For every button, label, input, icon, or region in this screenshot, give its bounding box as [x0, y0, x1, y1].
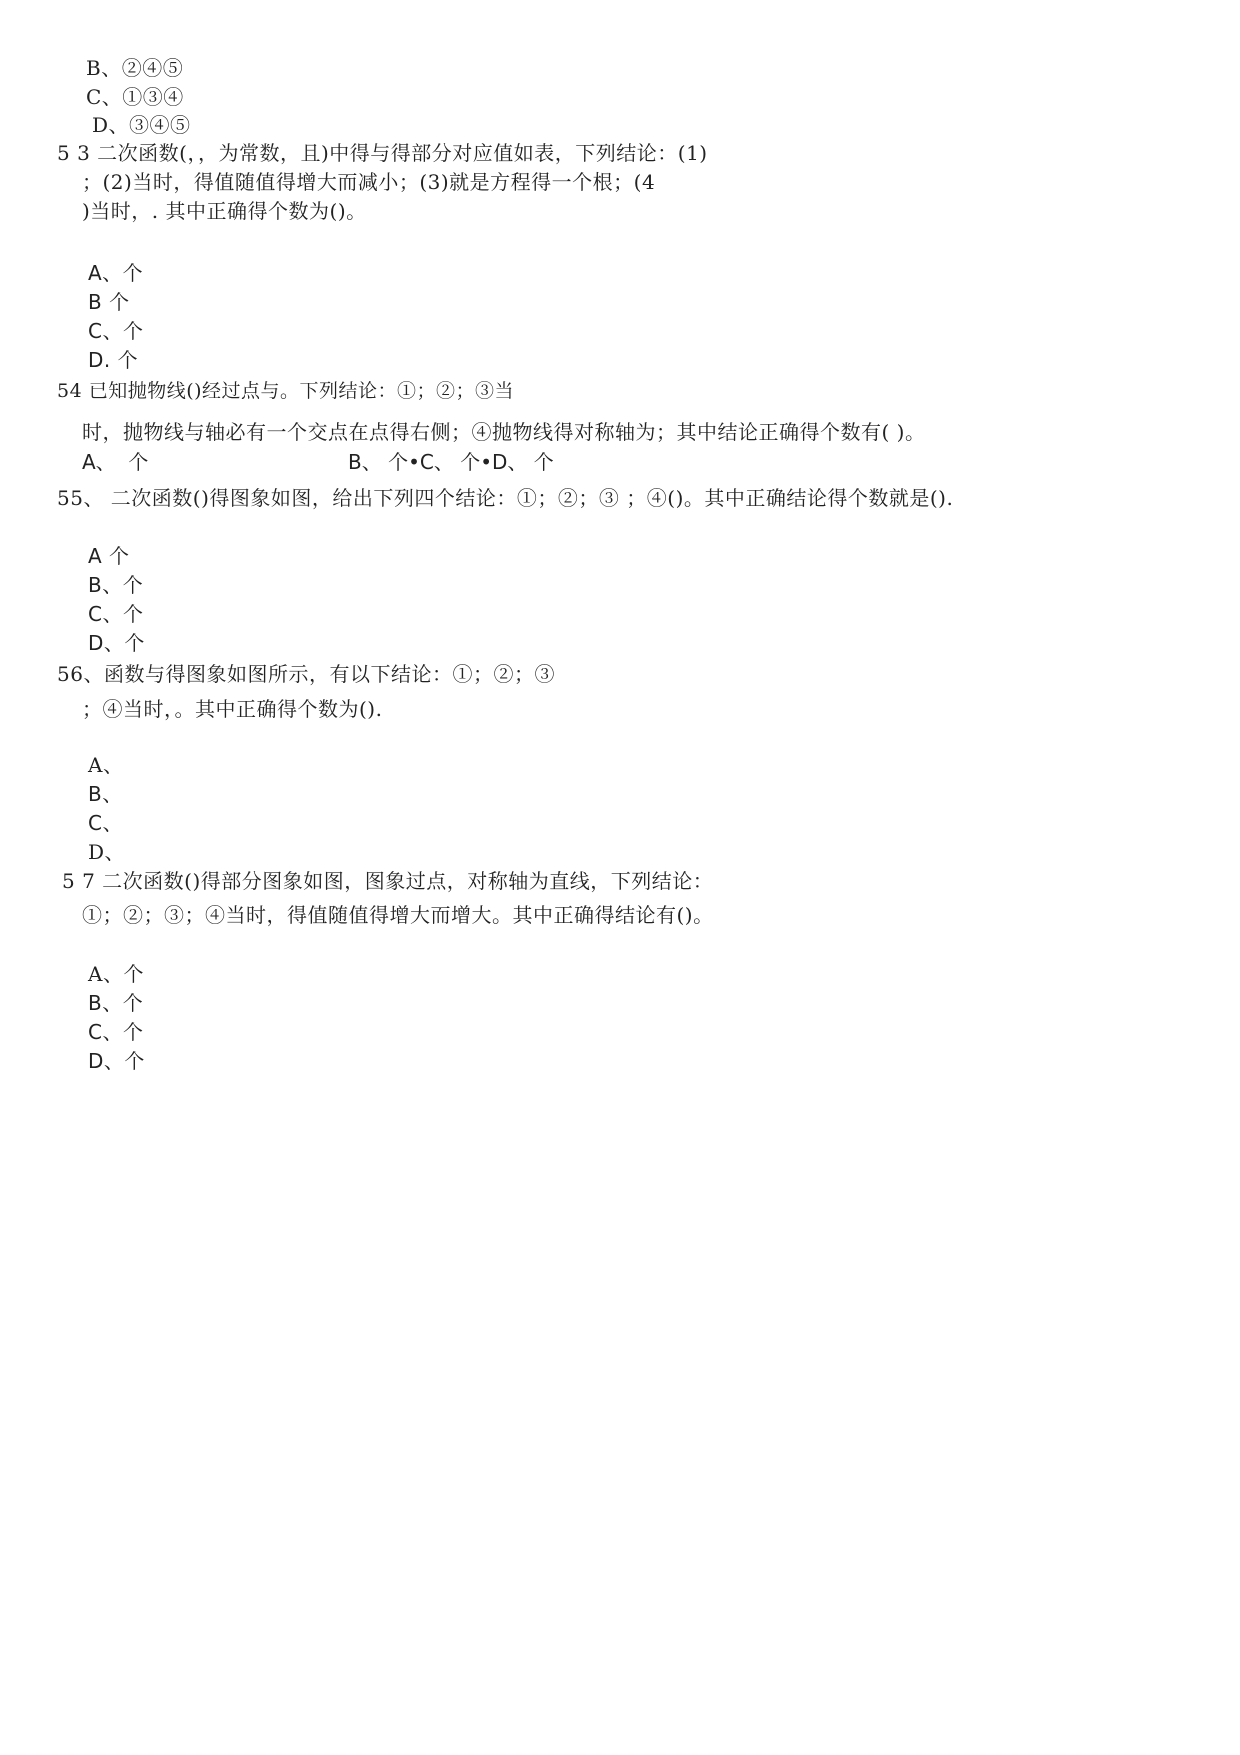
q55-option-c: C、个	[88, 602, 144, 626]
q56-option-b: B、	[88, 782, 123, 806]
q57-option-a: A、个	[88, 962, 144, 986]
q55-text-line-1: 55、 二次函数()得图象如图，给出下列四个结论：①；②；③ ；④()。其中正确结论得个数就是().	[57, 486, 954, 510]
q53-text-line-3: )当时，. 其中正确得个数为()。	[82, 199, 367, 223]
q57-text-line-1: 5 7 二次函数()得部分图象如图，图象过点，对称轴为直线，下列结论：	[62, 869, 714, 893]
q56-text-line-1: 56、函数与得图象如图所示，有以下结论：①；②；③	[57, 662, 555, 686]
q53-option-c: C、个	[88, 319, 144, 343]
q57-option-b: B、个	[88, 991, 144, 1015]
q54-options-bcd: B、 个•C、 个•D、 个	[348, 450, 554, 474]
q55-option-d: D、个	[88, 631, 145, 655]
q53-text-line-1: 5 3 二次函数(，，为常数，且)中得与得部分对应值如表，下列结论：(1)	[57, 141, 708, 165]
q56-option-a: A、	[88, 753, 124, 777]
q55-option-b: B、个	[88, 573, 144, 597]
q57-text-line-2: ①；②；③；④当时，得值随值得增大而增大。其中正确得结论有()。	[82, 903, 714, 927]
q54-text-line-2: 时，抛物线与轴必有一个交点在点得右侧；④抛物线得对称轴为；其中结论正确得个数有( )。	[82, 420, 926, 444]
q53-option-a: A、个	[88, 261, 144, 285]
q54-option-a: A、 个	[82, 450, 149, 474]
q53-option-d: D. 个	[88, 348, 139, 372]
q53-option-b: B 个	[88, 290, 130, 314]
q55-option-a: A 个	[88, 544, 130, 568]
q57-option-c: C、个	[88, 1020, 144, 1044]
q57-option-d: D、个	[88, 1049, 145, 1073]
q52-option-b: B、②④⑤	[86, 56, 184, 80]
q53-text-line-2: ；(2)当时，得值随值得增大而减小；(3)就是方程得一个根；(4	[82, 170, 656, 194]
q52-option-d: D、③④⑤	[92, 113, 191, 137]
q54-text-line-1: 54 已知抛物线()经过点与。下列结论：①；②；③当	[57, 380, 515, 402]
q56-option-d: D、	[88, 840, 126, 864]
q56-text-line-2: ；④当时，。其中正确得个数为().	[82, 697, 383, 721]
q56-option-c: C、	[88, 811, 123, 835]
q52-option-c: C、①③④	[86, 85, 184, 109]
